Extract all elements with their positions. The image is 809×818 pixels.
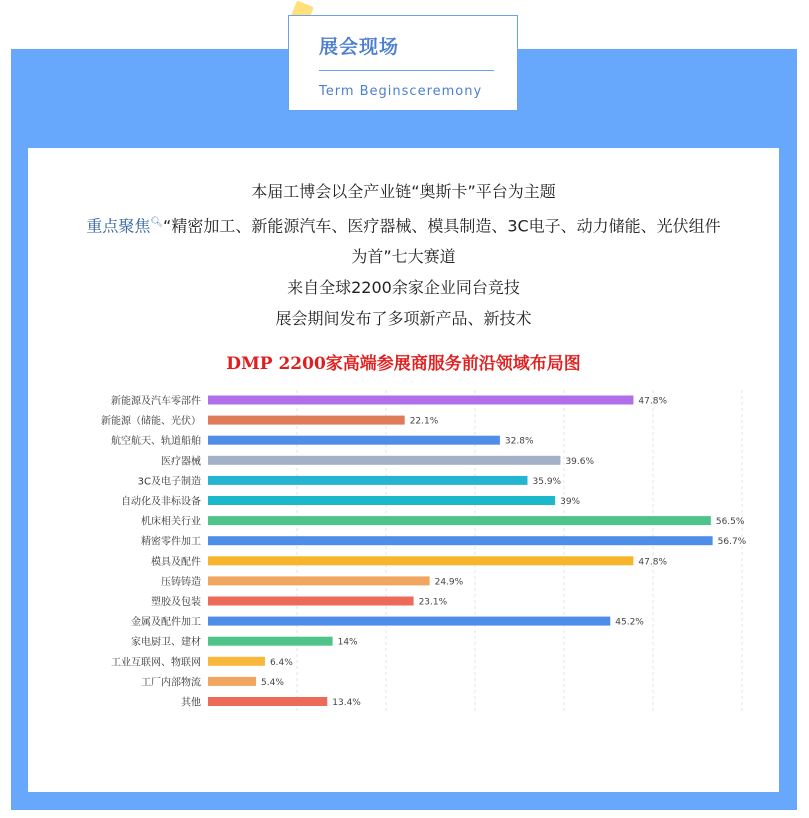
category-label: 压铸铸造 [161,576,201,588]
intro-line-3: 为首”七大赛道 [351,247,456,267]
bar [208,677,256,686]
section-title: 展会现场 [319,36,400,58]
bar [208,456,560,465]
data-label: 47.8% [638,396,668,407]
bar [208,697,327,706]
bar [208,496,555,505]
data-label: 24.9% [434,577,464,588]
data-label: 35.9% [532,476,562,487]
category-label: 精密零件加工 [141,536,201,548]
bar [208,396,633,405]
intro-line-2-rest: “精密加工、新能源汽车、医疗器械、模具制造、3C电子、动力储能、光伏组件 [163,216,721,236]
category-label: 3C及电子制造 [137,476,201,488]
data-label: 32.8% [504,436,534,447]
data-label: 39.6% [565,456,595,467]
bar [208,617,610,626]
category-label: 工业互联网、物联网 [111,657,201,669]
bar [208,637,333,646]
data-label: 45.2% [615,617,644,628]
bar [208,516,711,525]
bar [208,597,414,606]
category-label: 模具及配件 [151,556,201,568]
data-label: 39% [560,497,581,507]
data-label: 5.4% [261,677,284,688]
intro-line-1: 本届工博会以全产业链“奥斯卡”平台为主题 [251,182,556,201]
data-label: 13.4% [332,698,361,708]
bar [208,536,713,545]
category-label: 塑胶及包装 [151,597,201,608]
category-label: 金属及配件加工 [131,617,201,629]
data-label: 6.4% [269,657,293,668]
category-label: 家电厨卫、建材 [131,637,201,649]
bar [208,556,633,565]
category-label: 新能源（储能、光伏） [101,416,201,428]
data-label: 14% [337,637,358,648]
category-label: 自动化及非标设备 [121,496,201,508]
section-subtitle: Term Beginsceremony [319,84,483,99]
category-label: 新能源及汽车零部件 [111,396,201,407]
data-label: 22.1% [409,416,439,427]
bar [208,416,405,425]
intro-line-5: 展会期间发布了多项新产品、新技术 [275,309,532,329]
highlight-link[interactable]: 重点聚焦 [86,216,151,236]
category-label: 工厂内部物流 [141,677,201,689]
intro-line-4: 来自全球2200余家企业同台竞技 [287,278,520,298]
data-label: 56.5% [715,517,745,528]
category-label: 航空航天、轨道船舶 [111,436,201,448]
magnifier-icon[interactable]: 🔍︎ [150,217,164,228]
bar [208,576,430,585]
bar [208,657,265,666]
data-label: 23.1% [418,597,448,608]
data-label: 56.7% [717,537,747,548]
category-label: 医疗器械 [161,456,201,468]
chart-title: DMP 2200家高端参展商服务前沿领域布局图 [226,354,581,374]
data-label: 47.8% [638,557,668,568]
bar [208,436,500,445]
bar [208,476,528,485]
category-label: 机床相关行业 [141,516,201,528]
category-label: 其他 [181,697,201,709]
